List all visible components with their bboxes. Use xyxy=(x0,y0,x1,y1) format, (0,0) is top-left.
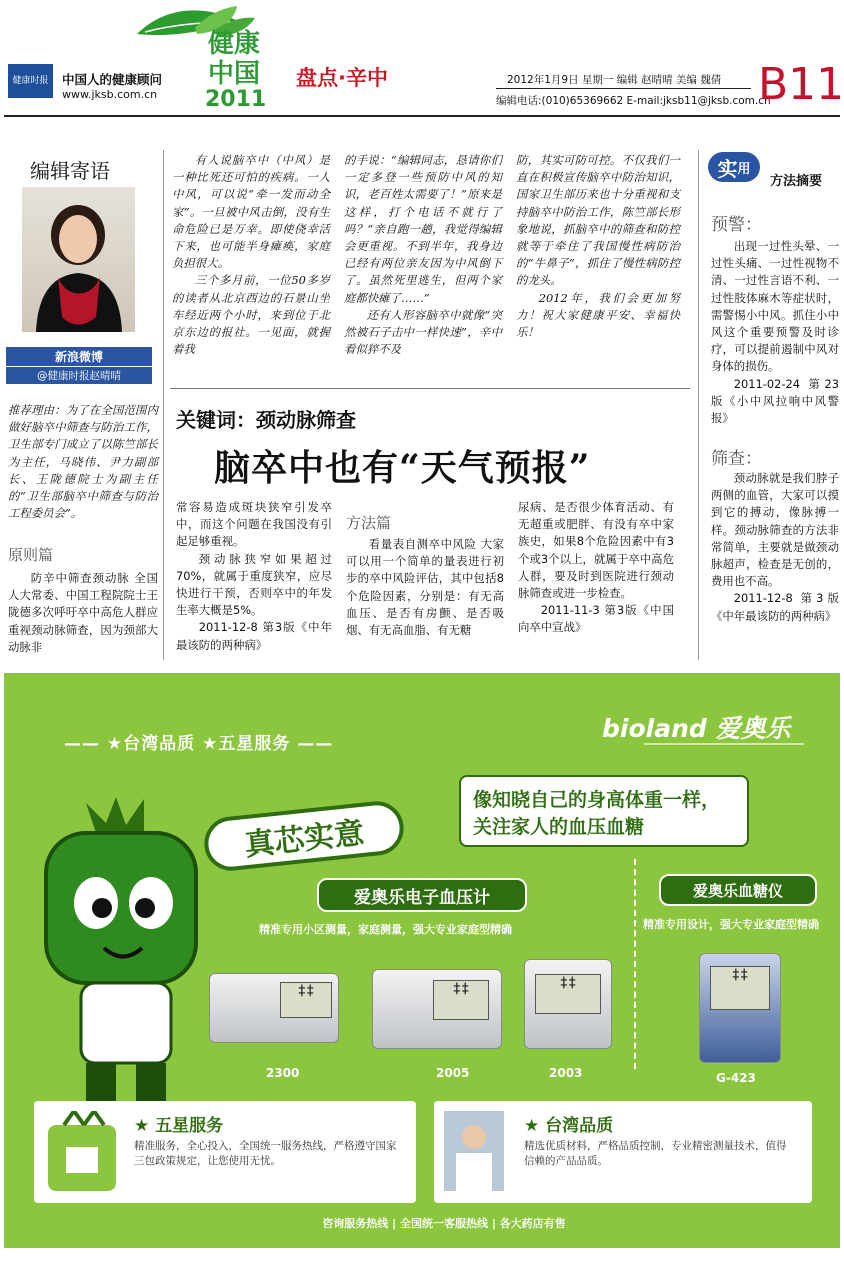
brand-line2: 中国 xyxy=(208,59,261,89)
ad-speech-line2: 关注家人的血压血糖 xyxy=(473,816,645,838)
device-2300[interactable]: ‡‡ xyxy=(209,973,339,1043)
section2-title: 方法篇 xyxy=(346,514,392,532)
slogan: 中国人的健康顾问 xyxy=(62,72,163,87)
service-badge-icon xyxy=(44,1111,120,1195)
ad-footer: 咨询服务热线 | 全国统一客服热线 | 各大药店有售 xyxy=(322,1217,566,1230)
tips-badge: 实 用 xyxy=(708,152,760,182)
glucose-meter-sub: 精准专用设计，强大专业家庭型精确 xyxy=(643,918,819,931)
section2-body: 尿病、是否很少体育活动、有无超重或肥胖、有没有卒中家族史，如果8个危险因素中有3个或3个以上，就属于卒中高危人群，要及时到医院进行颈动脉筛查或进一步检查。 2011-11-3 第3版《中国向卒中宣战》 xyxy=(518,500,674,635)
section1-para1: 防辛中筛查颈动脉 全国人大常委、中国工程院院士王陇德多次呼吁卒中高危人群应重视颈动脉筛查，因为颈部大动脉非 xyxy=(8,571,158,654)
device-2003[interactable]: ‡‡ xyxy=(524,959,612,1049)
model-g423: G-423 xyxy=(716,1071,756,1085)
ad-speech-line1: 像知晓自己的身高体重一样， xyxy=(473,789,721,811)
note-col3: 防，其实可防可控。不仅我们一直在积极宣传脑卒中防治知识，国家卫生部历来也十分重视和支持脑卒中防治工作，陈竺部长形象地说，抓脑卒中的筛查和防控就等于牵住了我国慢性病防治的“牛鼻子”，抓住了慢性病防控的龙头。 2012年，我们会更加努力！祝大家健康平安、幸福快乐！ xyxy=(516,153,680,340)
site-url: www.jksb.com.cn xyxy=(62,88,158,101)
article-headline: 脑卒中也有“天气预报” xyxy=(214,447,591,489)
service-text: 精准服务，全心投入，全国统一服务热线，严格遵守国家三包政策规定，让您使用无忧。 xyxy=(134,1140,397,1167)
note-col2: 的手说：“编辑同志，恳请你们一定多登一些预防中风的知识，老百姓太需要了！”原来是这样，打个电话不就行了吗？“亲自跑一趟，我觉得编辑会更重视。不到半年，我身边已经有两位亲友因为中风倒下了。虽然死里逃生，但两个家庭都快瘫了……” 还有人形容脑卒中就像“突然被石子击中一样快速”，辛中看似猝不及 xyxy=(344,153,502,357)
lab-photo-icon xyxy=(444,1111,504,1191)
model-2005: 2005 xyxy=(436,1066,470,1080)
weibo-handle[interactable]: @健康时报赵晴晴 xyxy=(6,367,152,384)
service-title: ★ 五星服务 xyxy=(134,1116,224,1136)
tips-heading-warning: 预警： xyxy=(711,215,762,235)
note-col1: 有人说脑卒中（中风）是一种比死还可怕的疾病。一人中风，可以说“牵一发而动全家”。一旦被中风击倒，没有生命危险已是万幸。即使侥幸活下来，也可能半身瘫痪，家庭负担很大。 三个多月前，一位50多岁的读者从北京西边的石景山坐车经近两个小时，来到位于北京东边的报社。一见面，就握着我 xyxy=(172,153,330,357)
recommend-reason: 推荐理由：为了在全国范围内做好脑卒中筛查与防治工作，卫生部专门成立了以陈竺部长为主任，马晓伟、尹力副部长、王陇德院士为副主任的“卫生部脑卒中筛查与防治工程委员会”。 xyxy=(8,403,158,521)
ad-speech-box xyxy=(459,775,749,847)
section2-para1: 看量表自测卒中风险 大家可以用一个简单的量表进行初步的卒中风险评估，其中包括8个危险因素，分别是：有无高血压、是否有房颤、是否吸烟、有无高血脂、有无糖 xyxy=(346,537,504,638)
device-g423[interactable]: ‡‡ xyxy=(699,953,781,1063)
editor-portrait-icon xyxy=(22,187,135,332)
quality-title: ★ 台湾品质 xyxy=(524,1116,614,1136)
mascot-icon xyxy=(26,793,226,1123)
ad-top-slogan: —— ★台湾品质 ★五星服务 —— xyxy=(64,734,334,754)
editor-photo xyxy=(22,187,135,332)
tips-title: 方法摘要 xyxy=(770,174,823,189)
bp-monitor-label[interactable]: 爱奥乐电子血压计 xyxy=(317,878,527,912)
mascot-banner: 真芯实意 xyxy=(202,799,407,874)
tips-screening-body: 颈动脉就是我们脖子两侧的血管，大家可以摸到它的搏动，像脉搏一样。颈动脉筛查的方法非常简单，主要就是做颈动脉超声，检查是无创的，费用也不高。 2011-12-8 第3版《中年最该防的两种病》 xyxy=(711,471,839,623)
device-2005[interactable]: ‡‡ xyxy=(372,969,502,1049)
tips-warning-body: 出现一过性头晕、一过性头痛、一过性视物不清、一过性言语不利、一过性肢体麻木等症状时，需警惕小中风。抓住小中风这个重要预警及时诊疗，可以提前遏制中风对身体的损伤。 2011-02-24 第23版《小中风拉响中风警报》 xyxy=(711,239,839,426)
taiwan-quality-card xyxy=(434,1101,812,1203)
contact-line: 编辑电话:(010)65369662 E-mail:jksb11@jksb.com.cn xyxy=(496,95,771,107)
glucose-meter-label[interactable]: 爱奥乐血糖仪 xyxy=(659,874,817,906)
ad-brand: bioland 爱奥乐 xyxy=(602,714,791,743)
sidebar-title: 编辑寄语 xyxy=(30,159,110,183)
five-star-service-card xyxy=(34,1101,416,1203)
section1-body: 常容易造成斑块狭窄引发卒中，而这个问题在我国没有引起足够重视。 颈动脉狭窄如果超过70%，就属于重度狭窄，应尽快进行干预，否则卒中的年发生率大概是5%。 2011-12-8 第3版《中年最该防的两种病》 xyxy=(176,500,332,652)
brand-year: 2011 xyxy=(205,87,267,112)
section1-title: 原则篇 xyxy=(8,546,54,564)
dateline: 2012年1月9日 星期一 编辑 赵晴晴 美编 魏倩 xyxy=(507,74,722,86)
weibo-badge: 新浪微博 xyxy=(6,347,152,366)
bp-monitor-sub: 精准专用小区测量，家庭测量，强大专业家庭型精确 xyxy=(259,923,512,936)
advertisement[interactable] xyxy=(4,673,840,1248)
tips-heading-screening: 筛查： xyxy=(711,449,762,469)
section-title: 盘点·辛中 xyxy=(296,66,388,90)
newspaper-logo: 健康时报 xyxy=(8,64,53,98)
quality-text: 精选优质材料，严格品质控制，专业精密测量技术，值得信赖的产品品质。 xyxy=(524,1140,787,1167)
brand-line1: 健康 xyxy=(208,29,261,59)
model-2300: 2300 xyxy=(266,1066,300,1080)
article-kicker: 关键词：颈动脉筛查 xyxy=(176,408,356,432)
model-2003: 2003 xyxy=(549,1066,583,1080)
page-number: B11 xyxy=(758,59,844,110)
